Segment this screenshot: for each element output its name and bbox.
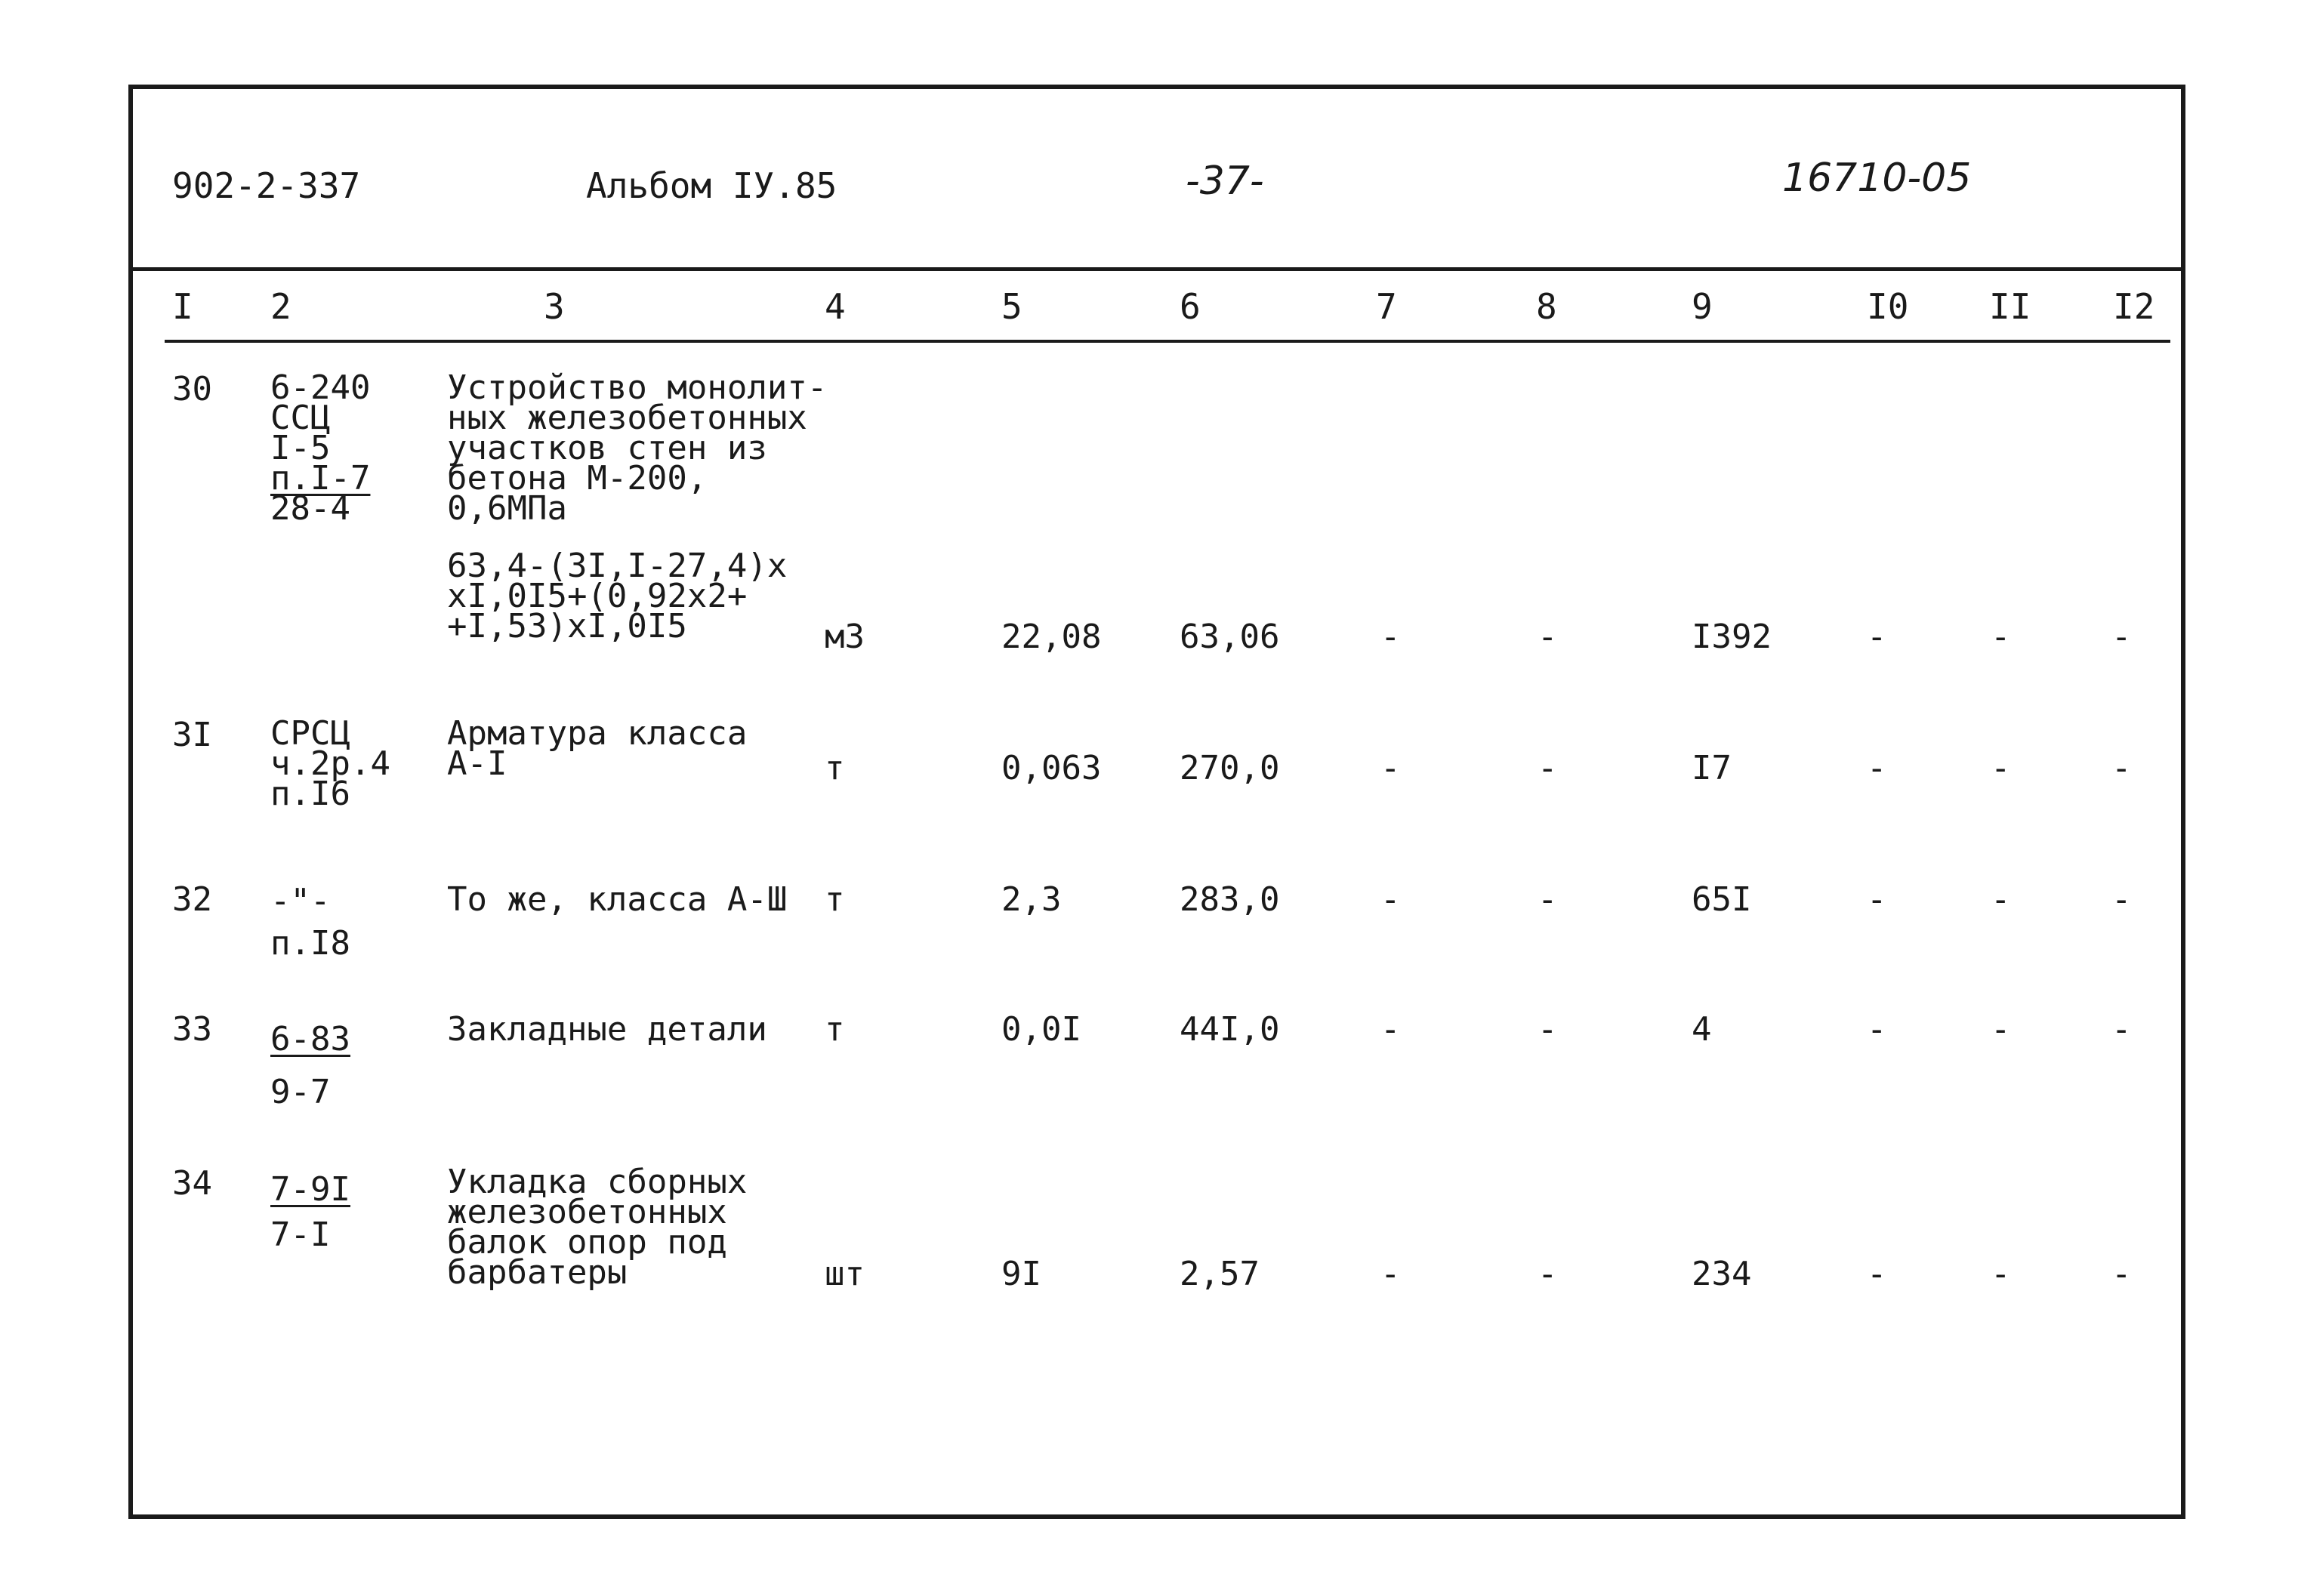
row-description: Закладные детали bbox=[447, 1010, 767, 1049]
column-header-divider bbox=[165, 340, 2170, 343]
header-divider bbox=[130, 267, 2184, 271]
page-number: -37- bbox=[1186, 159, 1264, 204]
row-col11: - bbox=[1991, 749, 2011, 787]
row-col11: - bbox=[1991, 618, 2011, 656]
row-description: Устройство монолит- ных железобетонных участков стен из бетона М-200, 0,6МПа bbox=[447, 368, 828, 528]
row-col8: - bbox=[1538, 749, 1558, 787]
row-quantity: 0,0I bbox=[1001, 1010, 1081, 1049]
column-header: I0 bbox=[1867, 286, 1909, 327]
row-price: 63,06 bbox=[1180, 618, 1280, 656]
row-number: 34 bbox=[172, 1164, 212, 1203]
row-reference: 7-9I 7-I bbox=[270, 1170, 350, 1254]
row-price: 2,57 bbox=[1180, 1255, 1260, 1293]
row-col7: - bbox=[1380, 749, 1401, 787]
column-header: 7 bbox=[1376, 286, 1397, 327]
row-col12: - bbox=[2111, 880, 2132, 919]
row-col8: - bbox=[1538, 880, 1558, 919]
row-total: I7 bbox=[1692, 749, 1732, 787]
column-header: 2 bbox=[270, 286, 291, 327]
row-quantity: 0,063 bbox=[1001, 749, 1102, 787]
handwritten-code: 16710-05 bbox=[1782, 156, 1972, 201]
column-header: 3 bbox=[544, 286, 565, 327]
row-col7: - bbox=[1380, 1010, 1401, 1049]
row-col12: - bbox=[2111, 1255, 2132, 1293]
row-col8: - bbox=[1538, 618, 1558, 656]
album-label: Альбом IУ.85 bbox=[586, 165, 837, 206]
doc-code: 902-2-337 bbox=[172, 165, 361, 206]
row-number: 32 bbox=[172, 880, 212, 919]
row-col12: - bbox=[2111, 618, 2132, 656]
row-col12: - bbox=[2111, 749, 2132, 787]
row-total: 65I bbox=[1692, 880, 1752, 919]
row-description: То же, класса А-Ш bbox=[447, 880, 788, 919]
row-col10: - bbox=[1867, 1010, 1887, 1049]
column-header: II bbox=[1989, 286, 2031, 327]
column-header: I bbox=[172, 286, 193, 327]
row-col8: - bbox=[1538, 1255, 1558, 1293]
row-col7: - bbox=[1380, 880, 1401, 919]
row-description: Арматура класса А-I bbox=[447, 714, 748, 783]
column-header: I2 bbox=[2113, 286, 2155, 327]
row-total: 234 bbox=[1692, 1255, 1752, 1293]
row-col12: - bbox=[2111, 1010, 2132, 1049]
row-number: 30 bbox=[172, 370, 212, 408]
row-reference: 6-83 9-7 bbox=[270, 1020, 350, 1111]
row-col11: - bbox=[1991, 1255, 2011, 1293]
row-total: I392 bbox=[1692, 618, 1772, 656]
row-unit: т bbox=[825, 1010, 845, 1049]
row-price: 44I,0 bbox=[1180, 1010, 1280, 1049]
row-number: 33 bbox=[172, 1010, 212, 1049]
row-reference: -"- п.I8 bbox=[270, 882, 350, 963]
column-header: 9 bbox=[1692, 286, 1713, 327]
row-price: 283,0 bbox=[1180, 880, 1280, 919]
row-col8: - bbox=[1538, 1010, 1558, 1049]
column-header: 4 bbox=[825, 286, 846, 327]
column-header: 6 bbox=[1180, 286, 1201, 327]
row-col11: - bbox=[1991, 880, 2011, 919]
row-col7: - bbox=[1380, 618, 1401, 656]
row-quantity: 22,08 bbox=[1001, 618, 1102, 656]
row-formula: 63,4-(3I,I-27,4)x xI,0I5+(0,92x2+ +I,53)xI,0I5 bbox=[447, 547, 788, 645]
row-number: 3I bbox=[172, 716, 212, 754]
row-reference: 6-240 ССЦ I-5 п.I-7 28-4 bbox=[270, 368, 371, 528]
row-quantity: 2,3 bbox=[1001, 880, 1062, 919]
row-unit: т bbox=[825, 880, 845, 919]
row-col11: - bbox=[1991, 1010, 2011, 1049]
column-header: 5 bbox=[1001, 286, 1022, 327]
row-price: 270,0 bbox=[1180, 749, 1280, 787]
column-header: 8 bbox=[1536, 286, 1557, 327]
row-unit: м3 bbox=[825, 618, 865, 656]
row-unit: т bbox=[825, 749, 845, 787]
row-total: 4 bbox=[1692, 1010, 1712, 1049]
row-col10: - bbox=[1867, 749, 1887, 787]
row-col10: - bbox=[1867, 880, 1887, 919]
row-unit: шт bbox=[825, 1255, 865, 1293]
row-col10: - bbox=[1867, 1255, 1887, 1293]
row-col10: - bbox=[1867, 618, 1887, 656]
row-reference: СРСЦ ч.2р.4 п.I6 bbox=[270, 714, 390, 813]
row-col7: - bbox=[1380, 1255, 1401, 1293]
row-quantity: 9I bbox=[1001, 1255, 1041, 1293]
row-description: Укладка сборных железобетонных балок опор под барбатеры bbox=[447, 1163, 748, 1292]
